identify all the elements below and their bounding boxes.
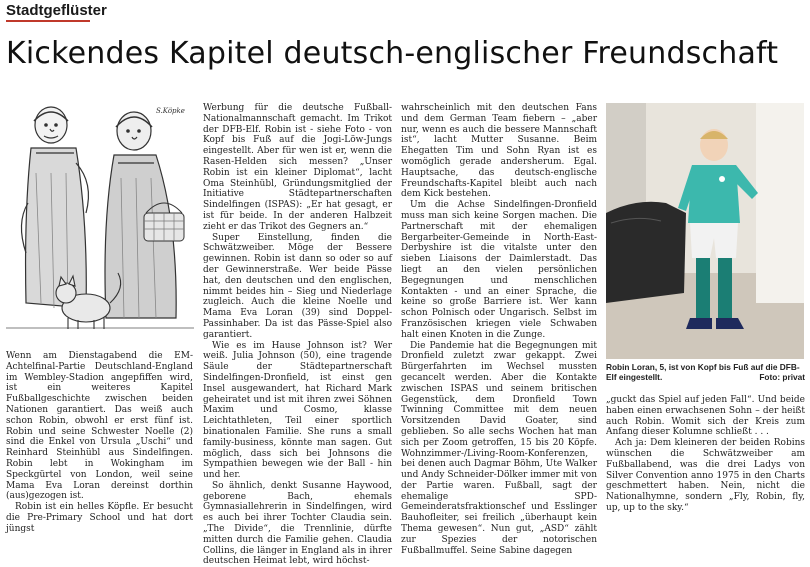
paragraph: Wenn am Dienstagabend die EM-Achtelfinal-Partie Deutschland-England im Wembley-Stadion angepfiffen wird, ist ein weiteres Kapitel Fußballgeschichte zwischen beiden Nationen garantiert. Das weiß auch schon Robin, obwohl er erst fünf ist. Robin und seine Schwester Noelle (2) sind die Enkel von Ursula „Uschi“ und Reinhard Steinhübl aus Sindelfingen. Robin lebt in Wokingham im Speckgürtel von London, weil seine Mama Eva Loran dereinst dorthin (aus)gezogen ist. bbox=[6, 351, 193, 502]
photo-caption bbox=[606, 362, 805, 382]
paragraph: Um die Achse Sindelfingen-Dronfield muss man sich keine Sorgen machen. Die Partnerschaft mit der ehemaligen Bergarbeiter-Gemeinde in North-East-Derbyshire ist die vitalste unter den sieben Liaisons der Daimlerstadt. Das liegt an den vielen persönlichen Begegnungen und menschlichen Kontakten - und an einer Sprache, die keine so große Barriere ist. Wer kann schon Polnisch oder Ungarisch. Selbst im Französischen kriegen viele Schwaben halt einen Knoten in die Zunge. bbox=[401, 200, 597, 340]
article-column-3 bbox=[401, 103, 597, 556]
paragraph: Werbung für die deutsche Fußball-Nationalmannschaft gemacht. Im Trikot der DFB-Elf. Robin ist - siehe Foto - von Kopf bis Fuß auf die Jogi-Löw-Jungs eingestellt. Aber für wen ist er, wenn die Rasen-Helden sich messen? „Unser Robin ist ein kleiner Diplomat“, lacht Oma Steinhübl, Gründungsmitglied der Initiative Städtepartnerschaften Sindelfingen (ISPAS): „Er hat gesagt, er ist für beide. In der anderen Halbzeit zieht er das Trikot des Gegners an.“ bbox=[203, 103, 392, 232]
article-column-4 bbox=[606, 395, 805, 514]
paragraph: Wie es im Hause Johnson ist? Wer weiß. Julia Johnson (50), eine tragende Säule der Städtepartnerschaft Sindelfingen-Dronfield, ist einst gen Insel ausgewandert, hat Richard Mark geheiratet und ist mit ihren zwei Söhnen Maxim und Cosmo, klasse Leichtathleten, Teil einer sportlich binationalen Familie. She runs a small family-business, könnte man sagen. Gut möglich, dass sich bei Johnsons die Sympathien bewegen wie der Ball - hin und her. bbox=[203, 340, 392, 481]
paragraph: wahrscheinlich mit den deutschen Fans und dem German Team fiebern – „aber nur, wenn es auch die bessere Mannschaft ist“, lacht Mutter Susanne. Beim Ehegatten Tim und Sohn Ryan ist es womöglich gerade andersherum. Egal. Hauptsache, das deutsch-englische Freundschafts-Kapitel bleibt auch nach dem Kick bestehen. bbox=[401, 103, 597, 200]
sofa-icon bbox=[606, 202, 686, 303]
photo-credit: Foto: privat bbox=[759, 372, 805, 382]
photo-caption-text: Robin Loran, 5, ist von Kopf bis Fuß auf die DFB-Elf eingestellt. bbox=[606, 362, 800, 382]
rubric-underline bbox=[6, 20, 90, 22]
cartoon-signature: S.Köpke bbox=[156, 107, 185, 115]
article-photo bbox=[606, 103, 804, 359]
paragraph: „guckt das Spiel auf jeden Fall“. Und beide haben einen erwachsenen Sohn – der heißt auch Robin. Womit sich der Kreis zum Anfang dieser Kolumne schließt . . . bbox=[606, 395, 805, 438]
article-column-2 bbox=[203, 103, 392, 567]
paragraph: Ach ja: Dem kleineren der beiden Robins wünschen die Schwätzweiber am Fußballabend, was die drei Ladys von Silver Convention anno 1975 in den Charts geschmettert haben. Nein, nicht die Nationalhymne, sondern „Fly, Robin, fly, up, up to the sky.“ bbox=[606, 438, 805, 513]
paragraph: So ähnlich, denkt Susanne Haywood, geborene Bach, ehemals Gymnasiallehrerin in Sindelfingen, wird es auch bei ihrer Tochter Claudia sein. „The Divide“, die Trennlinie, dürfte mitten durch die Familie gehen. Claudia Collins, die länger in England als in ihrer deutschen Heimat lebt, wird höchst- bbox=[203, 480, 392, 567]
paragraph: Robin ist ein helles Köpfle. Er besucht die Pre-Primary School und hat dort jüngst bbox=[6, 502, 193, 534]
rubric-label: Stadtgeflüster bbox=[6, 2, 107, 19]
cartoon-illustration bbox=[6, 103, 194, 345]
paragraph: Super Einstellung, finden die Schwätzweiber. Möge der Bessere gewinnen. Robin ist dann so oder so auf der Gewinnerstraße. Wer beide Pässe hat, den deutschen und den englischen, nimmt beides hin – Sieg und Niederlage zugleich. Auch die kleine Noelle und Mama Eva Loran (39) sind Doppel-Passinhaber. Da ist das Pässe-Spiel also garantiert. bbox=[203, 232, 392, 340]
article-headline: Kickendes Kapitel deutsch-englischer Freundschaft bbox=[6, 36, 779, 71]
article-column-1 bbox=[6, 351, 193, 535]
paragraph: Die Pandemie hat die Begegnungen mit Dronfield zuletzt zwar gekappt. Zwei Bürgerfahrten im Wechsel mussten gecancelt werden. Aber die Kontakte zwischen ISPAS und seinem britischen Gegenstück, dem Dronfield Town Twinning Committee mit dem neuen Vorsitzenden David Goater, sind geblieben. So alle sechs Wochen hat man sich per Zoom getroffen, 15 bis 20 Köpfe. Wohnzimmer-/Living-Room-Konferenzen, bei denen auch Dagmar Böhm, Ute Walker und Andy Schneider-Dölker immer mit von der Partie waren. Fußball, sagt der ehemalige SPD-Gemeinderatsfraktionschef und Esslinger Bauhofleiter, sei freilich „überhaupt kein Thema gewesen“. Nun gut, „ASD“ zählt zur Spezies der notorischen Fußballmuffel. Seine Sabine dagegen bbox=[401, 340, 597, 556]
